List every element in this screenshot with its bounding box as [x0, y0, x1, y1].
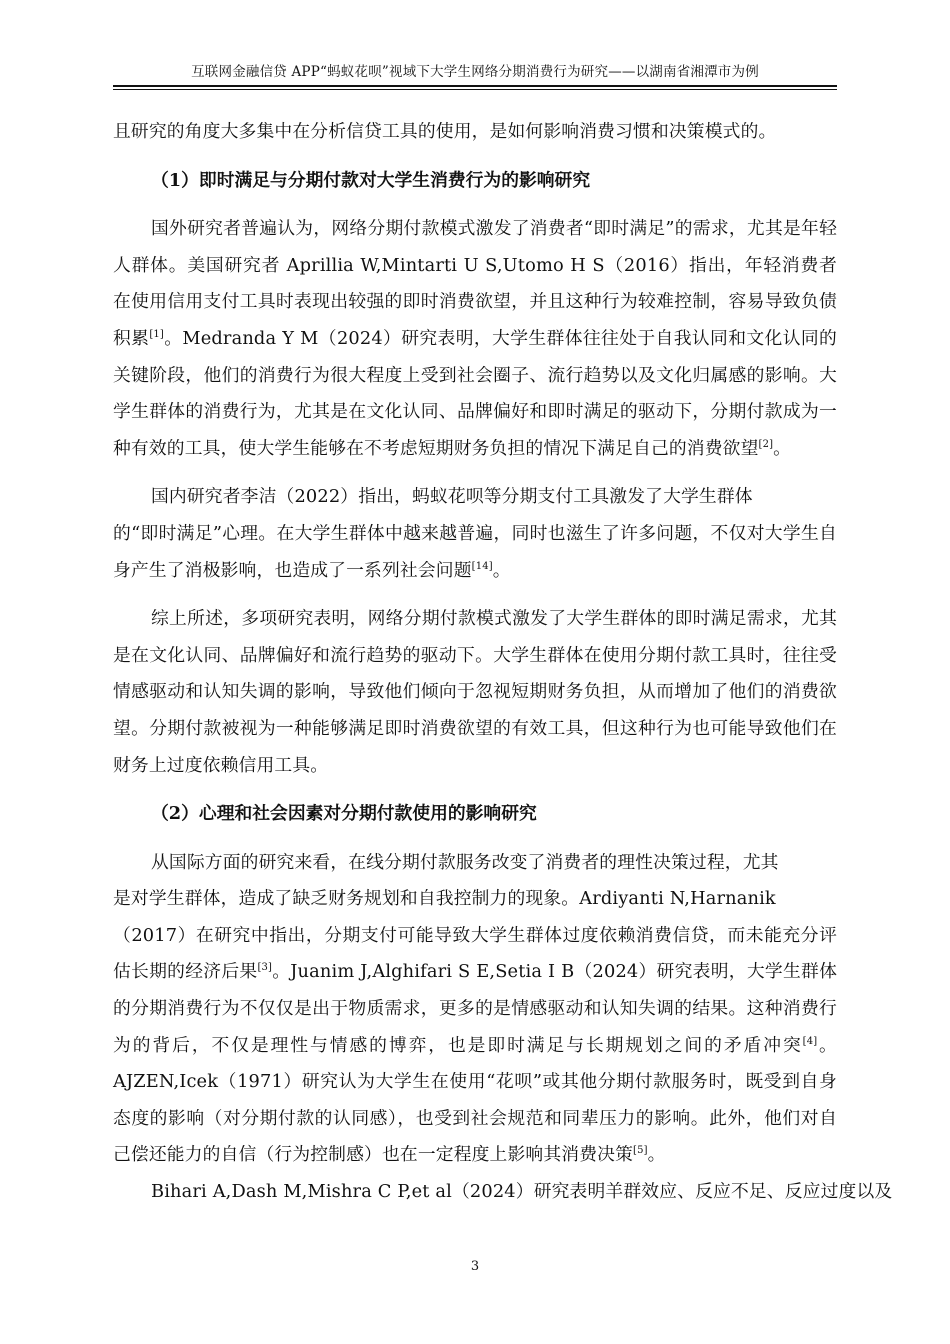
citation-ref: [5]	[633, 1145, 648, 1157]
citation-ref: [3]	[257, 962, 273, 974]
page-number: 3	[470, 1259, 480, 1274]
section-heading-1: （1）即时满足与分期付款对大学生消费行为的影响研究	[151, 169, 591, 191]
header-rule-thin	[113, 89, 837, 90]
page-body	[113, 114, 893, 1211]
paragraph-continuation: 且研究的角度大多集中在分析信贷工具的使用，是如何影响消费习惯和决策模式的。	[113, 121, 777, 142]
section-heading-2: （2）心理和社会因素对分期付款使用的影响研究	[151, 803, 537, 825]
paragraph-domestic-research: 国内研究者李洁（2022）指出，蚂蚁花呗等分期支付工具激发了大学生群体 的“即时满足”心理。在大学生群体中越来越普遍，同时也滋生了许多问题，不仅对大学生自身产生了消极影响，也造成了一系列社会问题[14]。	[113, 486, 837, 581]
header-rule-thick	[113, 85, 837, 87]
paragraph-summary: 综上所述，多项研究表明，网络分期付款模式激发了大学生群体的即时满足需求，尤其是在文化认同、品牌偏好和流行趋势的驱动下。大学生群体在使用分期付款工具时，往往受情感驱动和认知失调的影响，导致他们倾向于忽视短期财务负担，从而增加了他们的消费欲望。分期付款被视为一种能够满足即时消费欲望的有效工具，但这种行为也可能导致他们在财务上过度依赖信用工具。	[113, 608, 837, 776]
citation-ref: [4]	[802, 1035, 818, 1047]
citation-ref: [1]	[149, 328, 164, 340]
paragraph-international-research: 从国际方面的研究来看，在线分期付款服务改变了消费者的理性决策过程，尤其 是对学生群体，造成了缺乏财务规划和自我控制力的现象。Ardiyanti N,Harnanik （2017）在研究中指出，分期支付可能导致大学生群体过度依赖消费信贷，而未能充分评估长期的经济后果[3]。Juanim J,Alghifari S E,Setia I B（2024）研究表明，大学生群体的分期消费行为不仅仅是出于物质需求，更多的是情感驱动和认知失调的结果。这种消费行为的背后，不仅是理性与情感的博弈，也是即时满足与长期规划之间的矛盾冲突[4]。AJZEN,Icek（1971）研究认为大学生在使用“花呗”或其他分期付款服务时，既受到自身态度的影响（对分期付款的认同感），也受到社会规范和同辈压力的影响。此外，他们对自己偿还能力的自信（行为控制感）也在一定程度上影响其消费决策[5]。 Bihari A,Dash M,Mishra C P,et al（2024）研究表明羊群效应、反应不足、反应过度以及	[113, 851, 893, 1203]
citation-ref: [14]	[471, 560, 493, 572]
paragraph-foreign-research: 国外研究者普遍认为，网络分期付款模式激发了消费者“即时满足”的需求，尤其是年轻人群体。美国研究者 Aprillia W,Mintarti U S,Utomo H S（2016）指出，年轻消费者在使用信用支付工具时表现出较强的即时消费欲望，并且这种行为较难控制，容易导致负债积累[1]。Medranda Y M（2024）研究表明，大学生群体往往处于自我认同和文化认同的关键阶段，他们的消费行为很大程度上受到社会圈子、流行趋势以及文化归属感的影响。大学生群体的消费行为，尤其是在文化认同、品牌偏好和即时满足的驱动下，分期付款成为一种有效的工具，使大学生能够在不考虑短期财务负担的情况下满足自己的消费欲望[2]。	[113, 218, 837, 459]
citation-ref: [2]	[758, 438, 774, 450]
running-header: 互联网金融信贷 APP“蚂蚁花呗”视域下大学生网络分期消费行为研究——以湖南省湘潭市为例	[191, 64, 759, 80]
